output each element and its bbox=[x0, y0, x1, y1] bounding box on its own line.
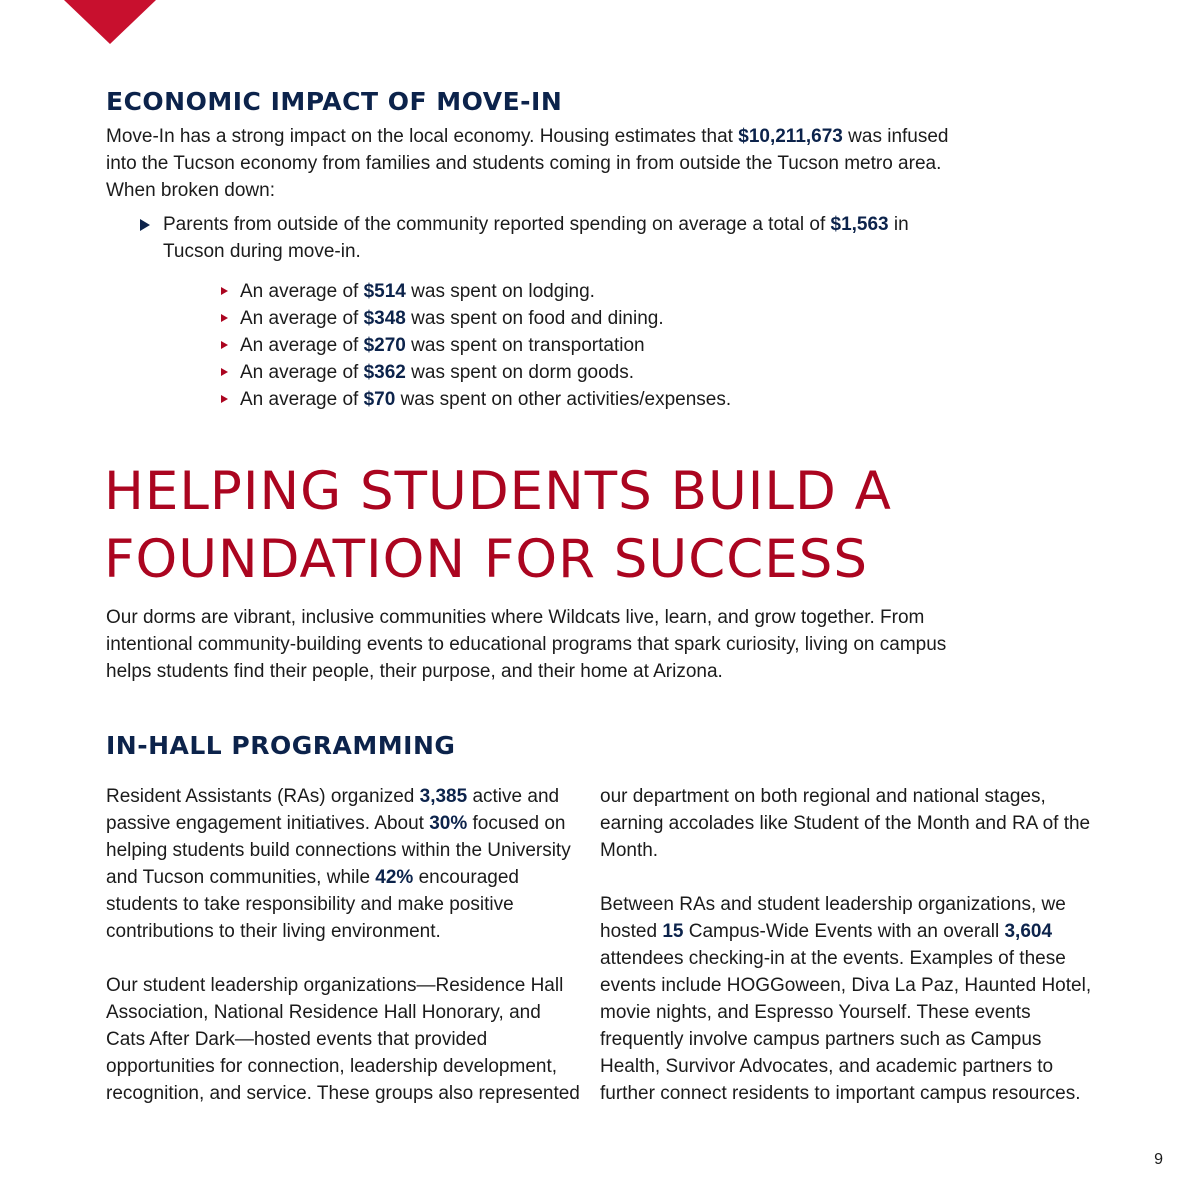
spending-item-prefix: An average of bbox=[240, 308, 364, 329]
parents-total-amount: $1,563 bbox=[830, 214, 889, 235]
text-segment: attendees checking-in at the events. Examples of these events include HOGGoween, Diva La Paz, Haunted Hotel, movie nights, and Espresso Yourself. These events frequently involve campus partners such as Campus Health, Survivor Advocates, and academic partners to further connect residents to important campus resources. bbox=[600, 948, 1092, 1104]
foundation-title bbox=[104, 458, 1104, 594]
leadership-organizations-paragraph: Our student leadership organizations—Residence Hall Association, National Residence Hall Honorary, and Cats After Dark—hosted events that provided opportunities for connection, leadership development, recognition, and service. These groups also represented bbox=[106, 975, 580, 1104]
spending-item-suffix: was spent on transportation bbox=[405, 335, 645, 356]
text-segment: focused on helping students build connections within the University and Tucson communities, while bbox=[106, 813, 571, 888]
spending-item-transportation bbox=[218, 332, 918, 359]
spending-item-prefix: An average of bbox=[240, 389, 364, 410]
initiatives-count: 3,385 bbox=[419, 786, 468, 807]
triangle-bullet-icon bbox=[221, 341, 228, 349]
triangle-bullet-icon bbox=[140, 219, 150, 231]
foundation-title-line-2: FOUNDATION FOR SUCCESS bbox=[104, 529, 868, 590]
programming-right-column bbox=[600, 783, 1095, 1107]
spending-item-suffix: was spent on dorm goods. bbox=[405, 362, 635, 383]
ra-initiatives-paragraph bbox=[106, 783, 581, 945]
intro-text-end: was infused into the Tucson economy from families and students coming in from outside the Tucson metro area. When broken down: bbox=[106, 126, 949, 201]
connections-percent: 30% bbox=[429, 813, 468, 834]
triangle-bullet-icon bbox=[221, 395, 228, 403]
text-segment: active and passive engagement initiatives. About bbox=[106, 786, 560, 834]
department-accolades-paragraph: our department on both regional and national stages, earning accolades like Student of the Month and RA of the Month. bbox=[600, 786, 1091, 861]
campus-wide-events-paragraph bbox=[600, 891, 1095, 1107]
spending-item-amount: $362 bbox=[363, 362, 406, 383]
triangle-bullet-icon bbox=[221, 287, 228, 295]
spending-item-prefix: An average of bbox=[240, 335, 364, 356]
parents-text-end: in Tucson during move-in. bbox=[163, 214, 909, 262]
foundation-paragraph: Our dorms are vibrant, inclusive communities where Wildcats live, learn, and grow together. From intentional community-building events to educational programs that spark curiosity, living on campus helps students find their people, their purpose, and their home at Arizona. bbox=[106, 607, 947, 682]
corner-triangle-decoration bbox=[64, 0, 156, 44]
spending-item-suffix: was spent on food and dining. bbox=[405, 308, 664, 329]
text-segment: Campus-Wide Events with an overall bbox=[683, 921, 1005, 942]
economic-impact-heading: ECONOMIC IMPACT OF MOVE-IN bbox=[106, 87, 563, 116]
spending-item-amount: $270 bbox=[363, 335, 406, 356]
intro-text-start: Move-In has a strong impact on the local economy. Housing estimates that bbox=[106, 126, 739, 147]
spending-item-prefix: An average of bbox=[240, 281, 364, 302]
spending-item-suffix: was spent on lodging. bbox=[405, 281, 595, 302]
spending-breakdown-list bbox=[218, 278, 918, 413]
parents-spending-text bbox=[163, 211, 920, 265]
spending-item-suffix: was spent on other activities/expenses. bbox=[395, 389, 732, 410]
economic-intro-paragraph bbox=[106, 123, 966, 204]
spending-item-amount: $514 bbox=[363, 281, 406, 302]
responsibility-percent: 42% bbox=[375, 867, 414, 888]
total-infused-amount: $10,211,673 bbox=[738, 126, 843, 147]
text-segment: Between RAs and student leadership organizations, we hosted bbox=[600, 894, 1066, 942]
programming-left-column bbox=[106, 783, 581, 1107]
spending-item-dorm-goods bbox=[218, 359, 918, 386]
foundation-title-line-1: HELPING STUDENTS BUILD A bbox=[104, 461, 892, 522]
in-hall-programming-heading: IN-HALL PROGRAMMING bbox=[106, 731, 456, 760]
attendees-count: 3,604 bbox=[1004, 921, 1053, 942]
parents-text-start: Parents from outside of the community reported spending on average a total of bbox=[163, 214, 831, 235]
parents-spending-bullet bbox=[140, 211, 920, 265]
spending-item-amount: $348 bbox=[363, 308, 406, 329]
triangle-bullet-icon bbox=[221, 314, 228, 322]
text-segment: encouraged students to take responsibility and make positive contributions to their living environment. bbox=[106, 867, 519, 942]
spending-item-food bbox=[218, 305, 918, 332]
spending-item-amount: $70 bbox=[363, 389, 396, 410]
spending-item-other bbox=[218, 386, 918, 413]
events-count: 15 bbox=[662, 921, 684, 942]
page-number: 9 bbox=[1154, 1151, 1163, 1168]
text-segment: Resident Assistants (RAs) organized bbox=[106, 786, 420, 807]
spending-item-lodging bbox=[218, 278, 918, 305]
spending-item-prefix: An average of bbox=[240, 362, 364, 383]
triangle-bullet-icon bbox=[221, 368, 228, 376]
